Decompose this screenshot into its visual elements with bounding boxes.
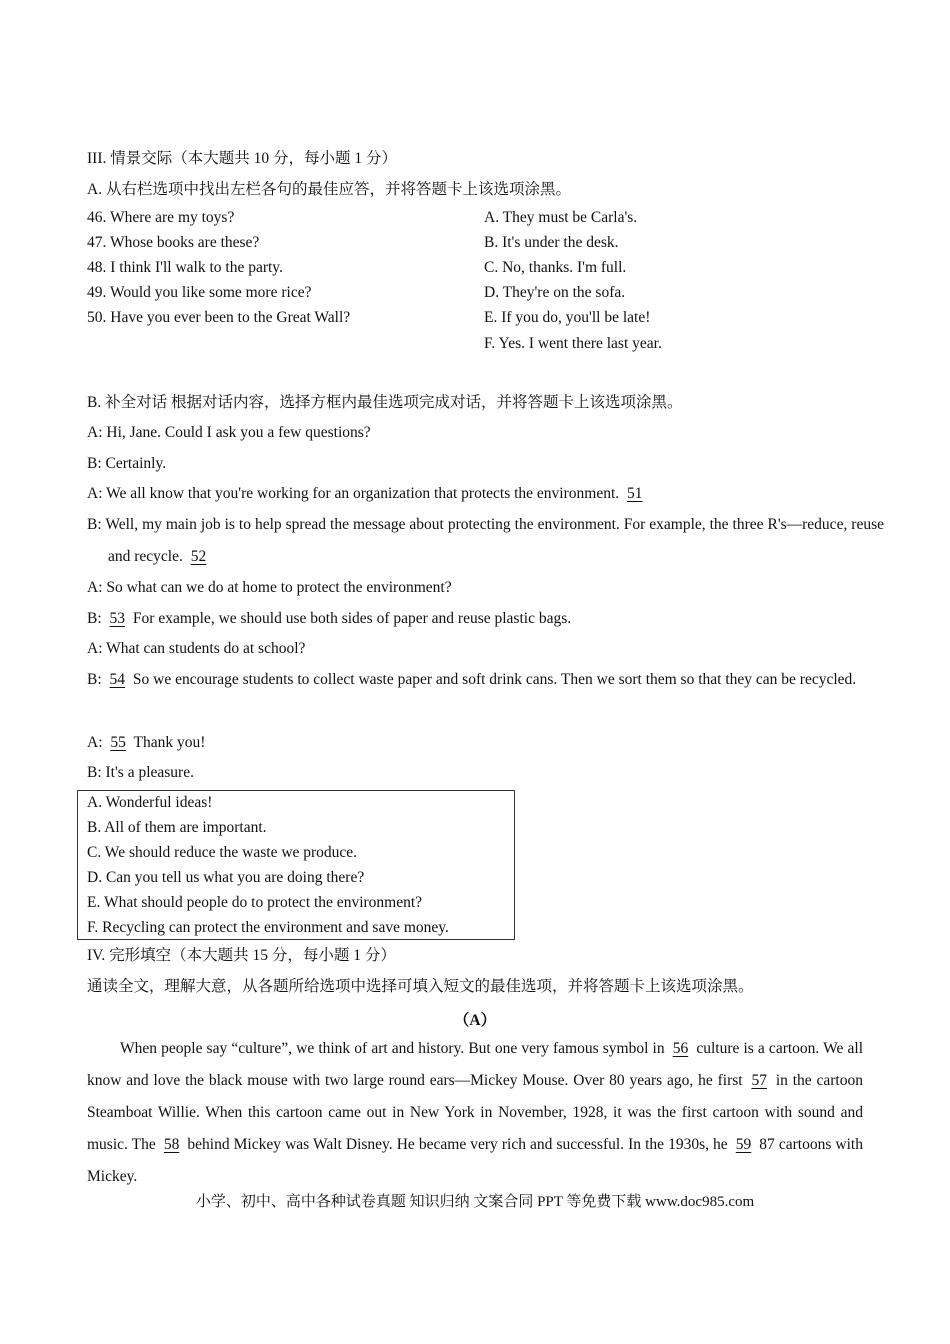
dialogue-line-4 [87,509,884,573]
dialogue-line-5: A: So what can we do at home to protect the environment? [87,579,452,596]
passage-text: in the cartoon Steamboat Willie. When this cartoon came out in New York in November, 1928, it was the first cartoon with sound and music. The [87,1072,863,1153]
dialogue-line-2: B: Certainly. [87,455,167,472]
answer-f: F. Yes. I went there last year. [484,335,662,352]
dialogue-line-7: A: What can students do at school? [87,640,306,657]
answer-a: A. They must be Carla's. [484,209,638,226]
dialogue-line-3 [87,484,647,504]
option-b: B. All of them are important. [87,819,267,836]
blank-52: 52 [190,548,207,565]
blank-57: 57 [751,1072,767,1089]
dialogue-line-9 [87,733,205,753]
dialogue-line-8 [87,664,884,696]
dialogue-line-1: A: Hi, Jane. Could I ask you a few questions? [87,424,371,441]
passage-text: When people say “culture”, we think of art and history. But one very famous symbol in [120,1040,665,1057]
answer-d: D. They're on the sofa. [484,284,626,301]
question-47: 47. Whose books are these? [87,234,260,251]
part-a-instruction: A. 从右栏选项中找出左栏各句的最佳应答，并将答题卡上该选项涂黑。 [87,181,571,198]
blank-55: 55 [110,734,126,751]
options-box [77,790,515,940]
question-49: 49. Would you like some more rice? [87,284,312,301]
passage-text: 87 cartoons with Mickey. [87,1136,863,1185]
speaker-label: B: [87,610,102,627]
dialogue-text: Thank you! [133,734,206,751]
passage-text: culture is a cartoon. We all know and love the black mouse with two large round ears—Mickey Mouse. Over 80 years ago, he first [87,1040,864,1089]
dialogue-text: A: We all know that you're working for an organization that protects the environment. [87,485,620,502]
answer-e: E. If you do, you'll be late! [484,309,651,326]
section-4-instruction: 通读全文，理解大意，从各题所给选项中选择可填入短文的最佳选项，并将答题卡上该选项涂黑。 [87,978,754,995]
question-50: 50. Have you ever been to the Great Wall? [87,309,351,326]
question-48: 48. I think I'll walk to the party. [87,259,283,276]
speaker-label: B: [87,671,102,688]
footer-watermark: 小学、初中、高中各种试卷真题 知识归纳 文案合同 PPT 等免费下载 www.doc985.com [195,1194,755,1210]
option-c: C. We should reduce the waste we produce. [87,844,358,861]
part-b-instruction: B. 补全对话 根据对话内容，选择方框内最佳选项完成对话，并将答题卡上该选项涂黑。 [87,394,683,411]
dialogue-text: So we encourage students to collect waste paper and soft drink cans. Then we sort them so that they can be recycled. [132,671,857,688]
section-3-title: III. 情景交际（本大题共 10 分，每小题 1 分） [87,150,397,167]
answer-c: C. No, thanks. I'm full. [484,259,627,276]
option-d: D. Can you tell us what you are doing there? [87,869,365,886]
dialogue-text: B: Well, my main job is to help spread the message about protecting the environment. For example, the three R's—reduce, reuse and recycle. [87,516,884,565]
cloze-passage [87,1033,863,1193]
dialogue-line-10: B: It's a pleasure. [87,764,194,781]
blank-53: 53 [109,610,126,627]
blank-59: 59 [735,1136,752,1153]
dialogue-text: For example, we should use both sides of paper and reuse plastic bags. [132,610,572,627]
passage-text: behind Mickey was Walt Disney. He became very rich and successful. In the 1930s, he [187,1136,728,1153]
question-46: 46. Where are my toys? [87,209,235,226]
blank-58: 58 [163,1136,180,1153]
option-a: A. Wonderful ideas! [87,794,213,811]
blank-56: 56 [672,1040,689,1057]
speaker-label: A: [87,734,103,751]
passage-label: （A） [453,1012,497,1029]
dialogue-line-6 [87,609,571,629]
section-4-title: IV. 完形填空（本大题共 15 分，每小题 1 分） [87,947,396,964]
blank-51: 51 [627,485,643,502]
answer-b: B. It's under the desk. [484,234,619,251]
option-f: F. Recycling can protect the environment and save money. [87,919,449,936]
option-e: E. What should people do to protect the environment? [87,894,423,911]
blank-54: 54 [109,671,126,688]
